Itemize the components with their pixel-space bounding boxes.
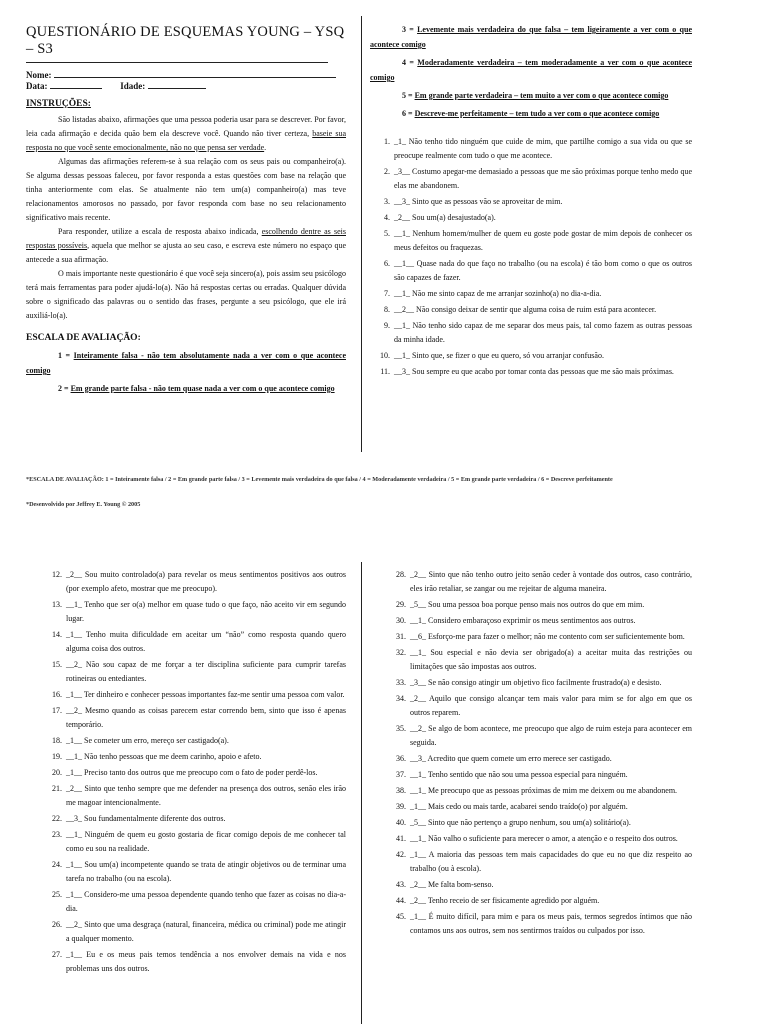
question-text: __6_ Esforço-me para fazer o melhor; não me contento com ser suficientemente bom. [410,632,685,641]
question-item[interactable] [386,816,692,830]
question-text: __3_ Sou fundamentalmente diferente dos outros. [66,814,226,823]
question-number: 14. [52,630,62,639]
question-item[interactable] [42,750,346,764]
question-item[interactable] [42,704,346,732]
question-item[interactable] [386,676,692,690]
question-text: _3__ Costumo apegar-me demasiado a pessoas que me são próximas porque tenho medo que elas me abandonem. [394,167,692,190]
question-text: __1_ Não valho o suficiente para merecer o amor, a atenção e o respeito dos outros. [410,834,678,843]
question-number: 8. [384,305,390,314]
question-number: 26. [52,920,62,929]
left-column [26,0,346,399]
question-text: __2_ Mesmo quando as coisas parecem estar correndo bem, sinto que isso é apenas temporário. [66,706,346,729]
question-text: __1_ Considero embaraçoso exprimir os meus sentimentos aos outros. [410,616,636,625]
question-number: 20. [52,768,62,777]
question-number: 18. [52,736,62,745]
question-text: _2__ Sinto que tenho sempre que me defender na presença dos outros, senão eles irão me magoar intencionalmente. [66,784,346,807]
question-number: 30. [396,616,406,625]
page-title: QUESTIONÁRIO DE ESQUEMAS YOUNG – YSQ – S3 [26,24,345,57]
questions-list-2-left [42,568,346,976]
instructions-heading: INSTRUÇÕES: [26,99,91,109]
date-label: Data: [26,81,48,91]
question-item[interactable] [386,832,692,846]
question-text: __3_ Sinto que as pessoas vão se aproveitar de mim. [394,197,563,206]
question-number: 10. [380,351,390,360]
question-item[interactable] [42,734,346,748]
question-text: __1_ Nenhum homem/mulher de quem eu goste pode gostar de mim depois de conhecer os meus defeitos ou fraquezas. [394,229,692,252]
question-item[interactable] [386,752,692,766]
question-number: 37. [396,770,406,779]
question-number: 13. [52,600,62,609]
question-text: __3_ Acredito que quem comete um erro merece ser castigado. [410,754,612,763]
question-text: _1__ Eu e os meus pais temos tendência a nos envolver demais na vida e nos problemas uns dos outros. [66,950,346,973]
question-number: 7. [384,289,390,298]
question-text: __1_ Não me sinto capaz de me arranjar sozinho(a) no dia-a-dia. [394,289,602,298]
question-text: _2__ Sinto que não tenho outro jeito senão ceder à vontade dos outros, caso contrário, eles irão retaliar, se zangar ou me rejeitar de alguma maneira. [410,570,692,593]
question-text: _5__ Sinto que não pertenço a grupo nenhum, sou um(a) solitário(a). [410,818,631,827]
question-text: __2_ Se algo de bom acontece, me preocupo que algo de ruim esteja para acontecer em seguida. [410,724,692,747]
question-text: _1__ Mais cedo ou mais tarde, acabarei sendo traído(o) por alguém. [410,802,628,811]
question-text: __1_ Não tenho pessoas que me deem carinho, apoio e afeto. [66,752,262,761]
author-footnote: *Desenvolvido por Jeffrey E. Young © 2005 [26,501,141,508]
question-text: _3__ Se não consigo atingir um objetivo fico facilmente frustrado(a) e desisto. [410,678,662,687]
question-number: 42. [396,850,406,859]
question-item[interactable] [370,303,692,317]
question-number: 32. [396,648,406,657]
name-line[interactable] [54,69,336,78]
scale-item-3: 3 = Levemente mais verdadeira do que falsa – tem ligeiramente a ver com o que acontece comigo [370,25,692,49]
question-number: 41. [396,834,406,843]
question-item[interactable] [386,598,692,612]
question-item[interactable] [386,630,692,644]
question-number: 28. [396,570,406,579]
question-text: _5__ Sou uma pessoa boa porque penso mais nos outros do que em mim. [410,600,645,609]
instructions-paragraph-1: São listadas abaixo, afirmações que uma pessoa poderia usar para se descrever. Por favor, leia cada afirmação e decida quão bem ela descreve você. Quando não tiver certeza, baseie sua resposta no que você sente emocionalmente, não no que pensa ser verdade. [26,115,346,152]
questions-list-1 [370,135,692,379]
question-number: 31. [396,632,406,641]
question-number: 38. [396,786,406,795]
question-text: _1__ É muito difícil, para mim e para os meus pais, termos segredos íntimos que não contamos uns aos outros, sem nos sentirmos traídos ou culpados por isso. [410,912,692,935]
question-text: __1_ Sinto que, se fizer o que eu quero, só vou arranjar confusão. [394,351,604,360]
question-text: _2__ Me falta bom-senso. [410,880,494,889]
question-item[interactable] [386,768,692,782]
column-divider-page-2 [361,562,362,1024]
question-text: _1_ Não tenho tido ninguém que cuide de mim, que partilhe comigo a sua vida ou que se preocupe realmente com tudo o que me acontece. [394,137,692,160]
question-number: 29. [396,600,406,609]
question-item[interactable] [370,349,692,363]
scale-item-2: 2 = Em grande parte falsa - não tem quase nada a ver com o que acontece comigo [58,384,335,393]
age-line[interactable] [148,80,206,89]
question-number: 40. [396,818,406,827]
question-number: 34. [396,694,406,703]
question-text: _1__ Ter dinheiro e conhecer pessoas importantes faz-me sentir uma pessoa com valor. [66,690,345,699]
question-item[interactable] [42,888,346,916]
question-item[interactable] [386,784,692,798]
question-item[interactable] [386,614,692,628]
question-number: 15. [52,660,62,669]
question-number: 12. [52,570,62,579]
question-item[interactable] [42,766,346,780]
question-number: 44. [396,896,406,905]
question-text: __1_ Ninguém de quem eu gosto gostaria de ficar comigo depois de me conhecer tal como eu sou na realidade. [66,830,346,853]
page-2 [0,562,768,1024]
question-text: _2__ Sou muito controlado(a) para revelar os meus sentimentos positivos aos outros (por exemplo afeto, mostrar que me preocupo). [66,570,346,593]
question-item[interactable] [370,257,692,285]
question-item[interactable] [42,688,346,702]
question-item[interactable] [386,646,692,674]
question-number: 22. [52,814,62,823]
question-item[interactable] [42,568,346,596]
question-item[interactable] [386,878,692,892]
questions-list-2-right [386,568,692,938]
question-number: 33. [396,678,406,687]
question-text: _1__ Se cometer um erro, mereço ser castigado(a). [66,736,229,745]
question-text: _2__ Sou um(a) desajustado(a). [394,213,496,222]
instructions-paragraph-3: Para responder, utilize a escala de resposta abaixo indicada, escolhendo dentre as seis respostas possíveis, aquela que melhor se ajusta ao seu caso, e escreva este número no espaço que antecede a sua afirmação. [26,227,346,264]
left-column-page-2 [42,568,346,978]
question-item[interactable] [386,848,692,876]
scale-footnote: *ESCALA DE AVALIAÇÃO: 1 = Inteiramente falsa / 2 = Em grande parte falsa / 3 = Levemente mais verdadeira do que falsa / 4 = Moderadamente verdadeira / 5 = Em grande parte verdadeira / 6 = Descreve perfeitamente [26,476,613,483]
question-number: 27. [52,950,62,959]
question-item[interactable] [42,598,346,626]
date-age-fields [26,80,346,91]
question-item[interactable] [42,918,346,946]
question-item[interactable] [386,800,692,814]
name-label: Nome: [26,70,52,80]
question-item[interactable] [370,319,692,347]
right-column [370,22,692,381]
right-column-page-2 [386,568,692,940]
question-item[interactable] [370,287,692,301]
question-text: _2__ Tenho receio de ser fisicamente agredido por alguém. [410,896,600,905]
question-number: 6. [384,259,390,268]
question-number: 4. [384,213,390,222]
question-text: __1_ Me preocupo que as pessoas próximas de mim me deixem ou me abandonem. [410,786,678,795]
question-item[interactable] [370,195,692,209]
question-item[interactable] [42,658,346,686]
question-item[interactable] [42,858,346,886]
question-number: 5. [384,229,390,238]
question-number: 17. [52,706,62,715]
question-item[interactable] [370,211,692,225]
question-number: 3. [384,197,390,206]
instructions-paragraph-4: O mais importante neste questionário é que você seja sincero(a), pois assim seu psicólogo terá mais ferramentas para poder ajudá-lo(a). Não há respostas certas ou erradas. Qualquer dúvida sobre o significado das palavras ou o sentido das frases, pergunte a seu psicólogo, que ele irá auxiliá-lo(a). [26,269,346,320]
question-number: 24. [52,860,62,869]
question-text: _1__ Considero-me uma pessoa dependente quando tenho que fazer as coisas no dia-a-dia. [66,890,346,913]
question-number: 16. [52,690,62,699]
question-text: __1_ Tenho que ser o(a) melhor em quase tudo o que faço, não aceito vir em segundo lugar. [66,600,346,623]
scale-item-5: 5 = Em grande parte verdadeira – tem muito a ver com o que acontece comigo [402,91,669,100]
name-field[interactable] [26,69,346,80]
instructions-paragraph-2: Algumas das afirmações referem-se à sua relação com os seus pais ou companheiro(a). Se alguma dessas pessoas faleceu, por favor responda a estas questões com base na relação que tinha anteriormente com elas. Se atualmente não tem um(a) companheiro(a) mas teve relacionamentos amorosos no passado, por favor responda com base no seu relacionamento significativo mais recente. [26,157,346,222]
question-number: 1. [384,137,390,146]
question-text: _2__ Aquilo que consigo alcançar tem mais valor para mim se for algo em que os outros reparem. [410,694,692,717]
question-number: 43. [396,880,406,889]
age-label: Idade: [120,81,146,91]
question-item[interactable] [42,628,346,656]
question-item[interactable] [42,812,346,826]
question-number: 23. [52,830,62,839]
question-number: 35. [396,724,406,733]
question-item[interactable] [370,135,692,163]
question-item[interactable] [42,782,346,810]
question-text: __2__ Não consigo deixar de sentir que alguma coisa de ruim está para acontecer. [394,305,657,314]
scale-item-6: 6 = Descreve-me perfeitamente – tem tudo a ver com o que acontece comigo [402,109,660,118]
question-item[interactable] [370,365,692,379]
question-item[interactable] [386,722,692,750]
question-text: __2_ Sinto que uma desgraça (natural, financeira, médica ou criminal) pode me atingir a qualquer momento. [66,920,346,943]
question-number: 19. [52,752,62,761]
question-item[interactable] [386,568,692,596]
question-text: _1__ Preciso tanto dos outros que me preocupo com o fato de poder perdê-los. [66,768,318,777]
question-number: 2. [384,167,390,176]
question-text: __1_ Tenho sentido que não sou uma pessoa especial para ninguém. [410,770,628,779]
question-item[interactable] [386,692,692,720]
question-number: 11. [380,367,390,376]
scale-heading: ESCALA DE AVALIAÇÃO: [26,333,141,343]
question-text: _1__ Sou um(a) incompetente quando se trata de atingir objetivos ou de terminar uma tarefa no trabalho (ou na escola). [66,860,346,883]
question-item[interactable] [370,227,692,255]
question-text: __3_ Sou sempre eu que acabo por tomar conta das pessoas que me são mais próximas. [394,367,674,376]
question-number: 25. [52,890,62,899]
question-number: 36. [396,754,406,763]
scale-item-4: 4 = Moderadamente verdadeira – tem moderadamente a ver com o que acontece comigo [370,58,692,82]
column-divider [361,16,362,452]
question-item[interactable] [386,910,692,938]
question-text: __2_ Não sou capaz de me forçar a ter disciplina suficiente para cumprir tarefas rotineiras ou entediantes. [66,660,346,683]
question-item[interactable] [370,165,692,193]
question-item[interactable] [386,894,692,908]
question-item[interactable] [42,828,346,856]
question-number: 39. [396,802,406,811]
question-text: __1_ Não tenho sido capaz de me separar dos meus pais, tal como fazem as outras pessoas da minha idade. [394,321,692,344]
question-text: __1__ Quase nada do que faço no trabalho (ou na escola) é tão bom como o que os outros são capazes de fazer. [394,259,692,282]
question-text: _1__ A maioria das pessoas tem mais capacidades do que eu no que diz respeito ao trabalho (ou à escola). [410,850,692,873]
question-number: 21. [52,784,62,793]
date-line[interactable] [50,80,102,89]
scale-item-1: 1 = Inteiramente falsa - não tem absolutamente nada a ver com o que acontece comigo [26,351,346,375]
question-number: 9. [384,321,390,330]
question-text: _1__ Tenho muita dificuldade em aceitar um “não” como resposta quando quero alguma coisa dos outros. [66,630,346,653]
question-number: 45. [396,912,406,921]
question-item[interactable] [42,948,346,976]
question-text: __1_ Sou especial e não devia ser obrigado(a) a aceitar muita das restrições ou limitações que são impostas aos outros. [410,648,692,671]
title-divider [26,62,328,63]
